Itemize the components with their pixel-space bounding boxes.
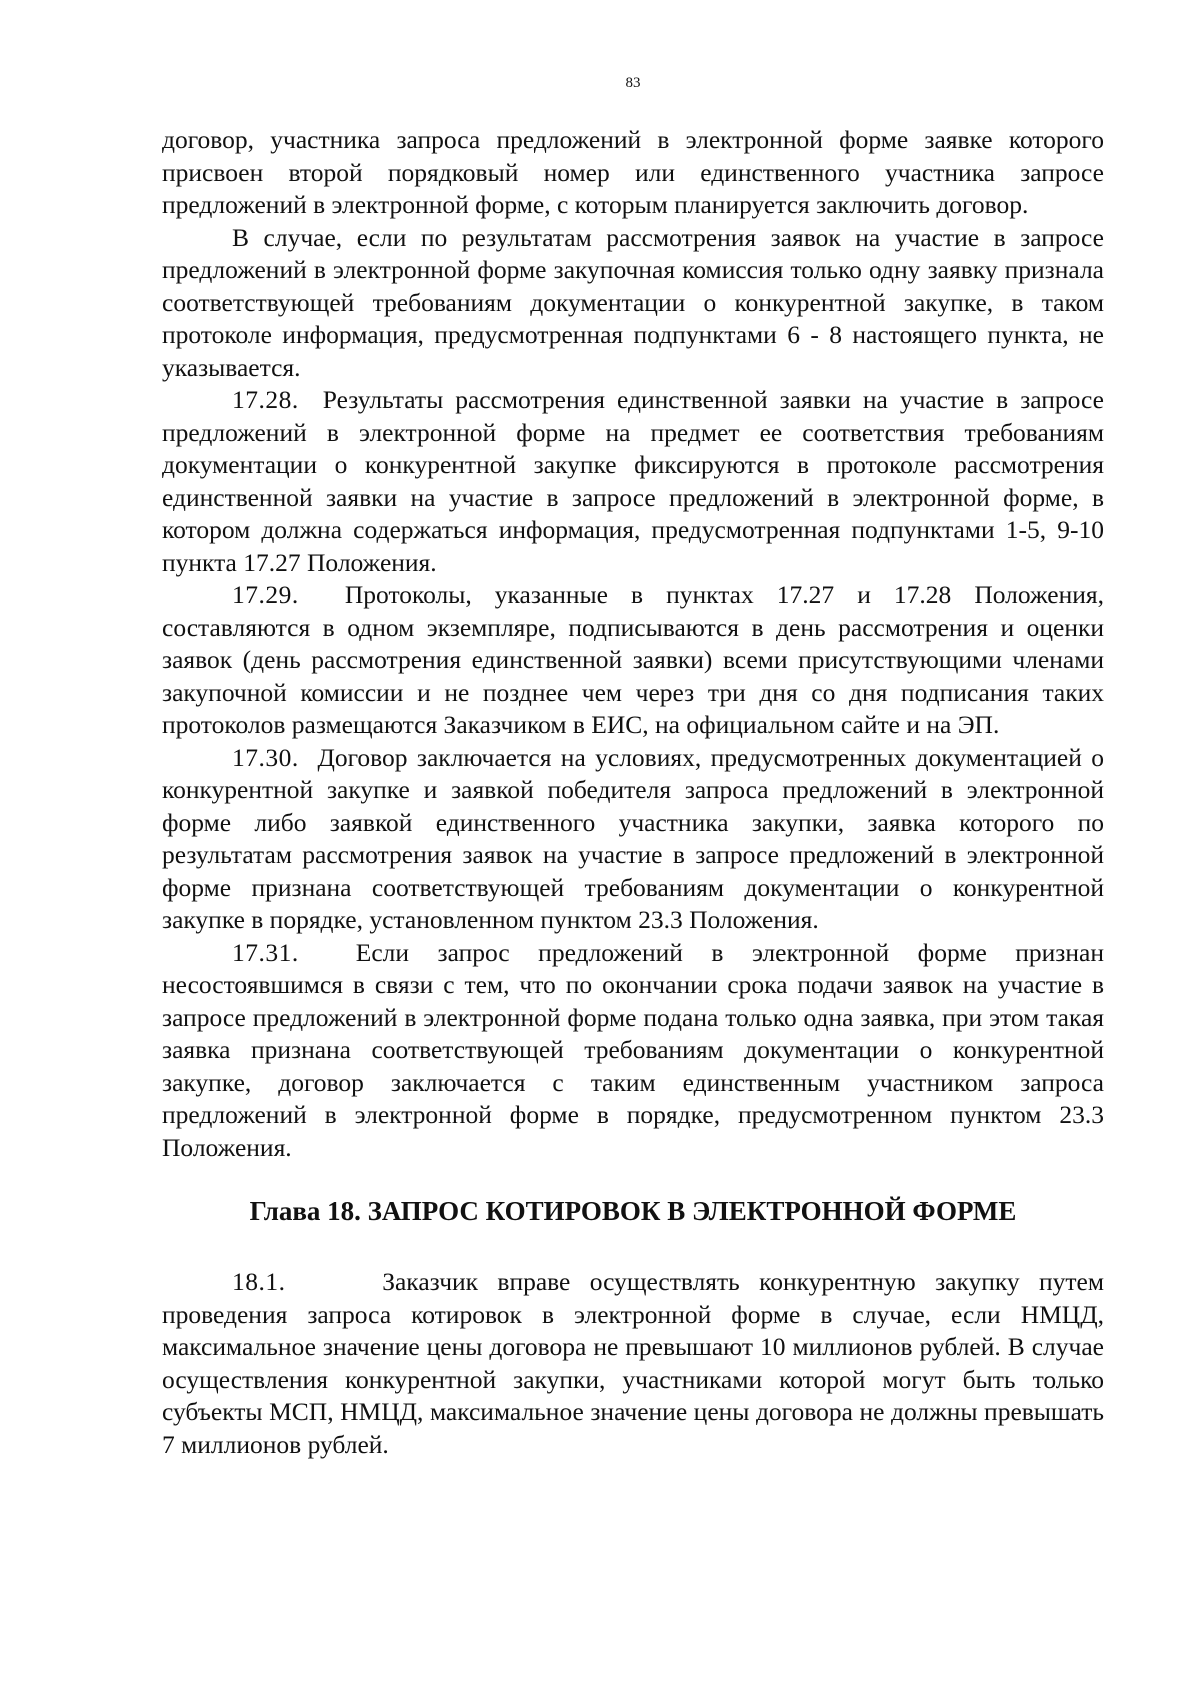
clause-number: 17.28. bbox=[232, 385, 299, 414]
clause-number: 17.30. bbox=[232, 742, 299, 772]
paragraph bbox=[162, 742, 1104, 937]
page-number: 83 bbox=[625, 75, 641, 91]
paragraph-text: Договор заключается на условиях, предусмотренных документацией о конкурентной закупке и заявкой победителя запроса предложений в электронной форме либо заявкой единственного участника закупки, заявка которого по результатам рассмотрения заявок на участие в запросе предложений в электронной форме признана соответствующей требованиям документации о конкурентной закупке в порядке, установленном пунктом 23.3 Положения. bbox=[162, 742, 1104, 934]
section-after bbox=[162, 1266, 1104, 1461]
paragraph-text: Результаты рассмотрения единственной заявки на участие в запросе предложений в электронной форме на предмет ее соответствия требованиям документации о конкурентной закупке фиксируются в протоколе рассмотрения единственной заявки на участие в запросе предложений в электронной форме, в котором должна содержаться информация, предусмотренная подпунктами 1-5, 9-10 пункта 17.27 Положения. bbox=[162, 385, 1104, 577]
paragraph bbox=[162, 384, 1104, 579]
chapter-heading: Глава 18. ЗАПРОС КОТИРОВОК В ЭЛЕКТРОННОЙ ФОРМЕ bbox=[249, 1196, 1017, 1226]
paragraph bbox=[162, 1266, 1104, 1461]
paragraph bbox=[162, 937, 1104, 1165]
paragraph bbox=[162, 124, 1104, 222]
section-before bbox=[162, 124, 1104, 1164]
clause-number: 18.1. bbox=[232, 1267, 286, 1296]
paragraph bbox=[162, 222, 1104, 385]
paragraph-text: В случае, если по результатам рассмотрения заявок на участие в запросе предложений в электронной форме закупочная комиссия только одну заявку признала соответствующей требованиям документации о конкурентной закупке, в таком протоколе информация, предусмотренная подпунктами 6 - 8 настоящего пункта, не указывается. bbox=[162, 222, 1104, 382]
paragraph-text: Если запрос предложений в электронной форме признан несостоявшимся в связи с тем, что по окончании срока подачи заявок на участие в запросе предложений в электронной форме подана только одна заявка, при этом такая заявка признана соответствующей требованиям документации о конкурентной закупке, договор заключается с таким единственным участником запроса предложений в электронной форме в порядке, предусмотренном пунктом 23.3 Положения. bbox=[162, 937, 1104, 1162]
paragraph-text: договор, участника запроса предложений в электронной форме заявке которого присвоен второй порядковый номер или единственного участника запросе предложений в электронной форме, с которым планируется заключить договор. bbox=[162, 125, 1104, 219]
clause-number: 17.29. bbox=[232, 580, 299, 609]
clause-number: 17.31. bbox=[232, 937, 299, 967]
paragraph-text: Заказчик вправе осуществлять конкурентную закупку путем проведения запроса котировок в электронной форме в случае, если НМЦД, максимальное значение цены договора не превышают 10 миллионов рублей. В случае осуществления конкурентной закупки, участниками которой могут быть только субъекты МСП, НМЦД, максимальное значение цены договора не должны превышать 7 миллионов рублей. bbox=[162, 1267, 1104, 1459]
paragraph-text: Протоколы, указанные в пунктах 17.27 и 17.28 Положения, составляются в одном экземпляре, подписываются в день рассмотрения и оценки заявок (день рассмотрения единственной заявки) всеми присутствующими членами закупочной комиссии и не позднее чем через три дня со дня подписания таких протоколов размещаются Заказчиком в ЕИС, на официальном сайте и на ЭП. bbox=[162, 580, 1105, 739]
paragraph bbox=[162, 579, 1104, 742]
